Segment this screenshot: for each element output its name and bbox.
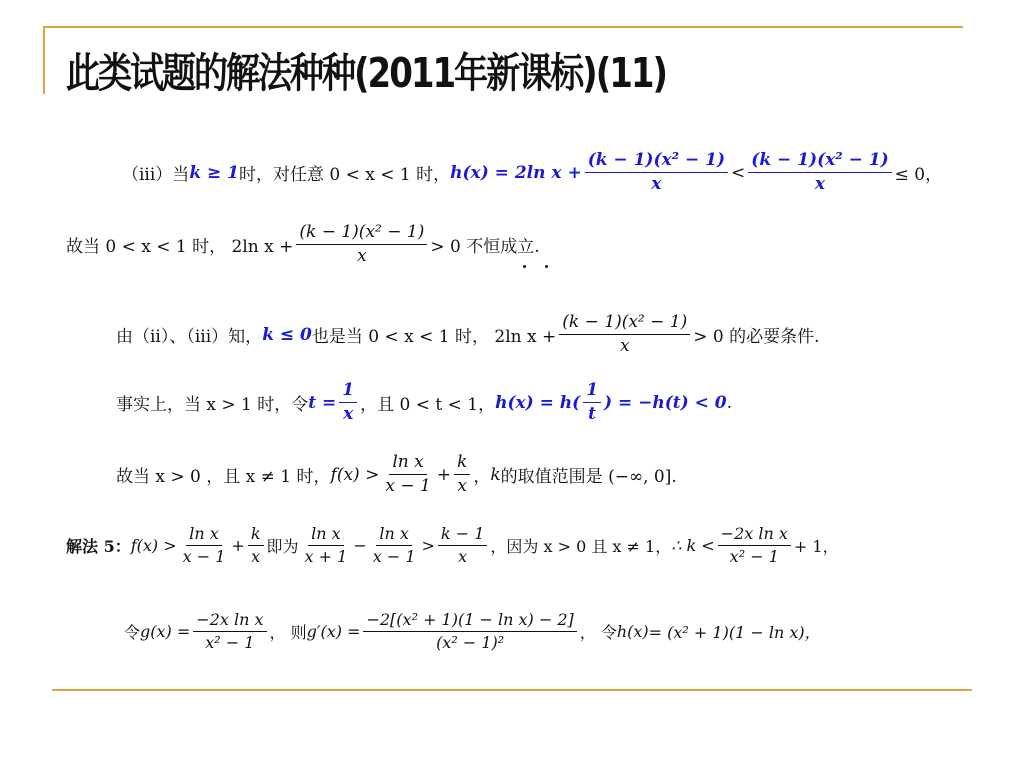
line3-text-1: 由（ii）、（iii）知， bbox=[116, 327, 263, 348]
line5-text-3: 的取值范围是 (−∞, 0]. bbox=[500, 467, 677, 488]
line7-fraction-2: $\frac{\text{−2[(x² + 1)(1 − ln x) − 2]}}{\text{(x² − 1)²}}$ bbox=[363, 610, 576, 653]
line4-h-expression: h(x) = h( bbox=[495, 392, 581, 413]
line4-t-definition: t = bbox=[308, 392, 337, 413]
line7-gprime-expression: g′(x) = bbox=[306, 622, 361, 641]
line6-fraction-6: $\frac{\text{−2x ln x}}{\text{x² − 1}}$ bbox=[718, 524, 791, 567]
line3-text-2: 也是当 0 < x < 1 时， 2ln x + bbox=[311, 327, 557, 348]
line6-greater-than: > bbox=[421, 536, 435, 555]
line3-fraction: $\frac{\text{(k − 1)(x² − 1)}}{x}$ bbox=[559, 312, 690, 358]
line3-condition: k ≤ 0 bbox=[262, 324, 312, 345]
line7-text-4: = (x² + 1)(1 − ln x)， bbox=[648, 623, 821, 642]
line-3 bbox=[116, 312, 820, 358]
line5-text-2: ， bbox=[473, 467, 491, 488]
line7-h-expression: h(x) bbox=[616, 622, 649, 641]
line6-fraction-5: $\frac{k - 1}{x}$ bbox=[438, 524, 487, 567]
line5-k: k bbox=[490, 464, 501, 485]
line6-text-3: ∴ k < bbox=[671, 536, 715, 555]
line7-text-1: 令 bbox=[124, 623, 141, 642]
top-rule bbox=[43, 26, 963, 28]
line7-text-2: ， 则 bbox=[269, 623, 307, 642]
line6-minus: − bbox=[353, 536, 367, 555]
line4-t-fraction: $\frac{1}{x}$ bbox=[339, 380, 357, 426]
line6-text-1: 即为 bbox=[266, 537, 299, 556]
line1-text-2: 时，对任意 0 < x < 1 时， bbox=[239, 165, 451, 186]
line-2 bbox=[66, 222, 540, 268]
line4-text-1: 事实上，当 x > 1 时，令 bbox=[116, 395, 309, 416]
line1-fraction: $\frac{\text{(k − 1)(x² − 1)}}{x}$ bbox=[585, 150, 728, 196]
line2-fraction: $\frac{\text{(k − 1)(x² − 1)}}{x}$ bbox=[296, 222, 427, 268]
line5-plus: + bbox=[436, 464, 452, 485]
line7-fraction-1: $\frac{\text{−2x ln x}}{\text{x² − 1}}$ bbox=[193, 610, 266, 653]
line5-fraction-2: $\frac{k}{x}$ bbox=[454, 452, 470, 498]
line4-text-2: ，且 0 < t < 1， bbox=[360, 395, 496, 416]
line6-fraction-2: $\frac{k}{x}$ bbox=[248, 524, 264, 567]
line1-less-than: < bbox=[731, 162, 746, 183]
line2-text-2: > 0 不恒成立. bbox=[430, 237, 540, 258]
line-4 bbox=[116, 380, 732, 426]
line7-g-expression: g(x) = bbox=[140, 622, 191, 641]
line4-h-fraction: $\frac{1}{t}$ bbox=[583, 380, 601, 426]
emphasis-dot bbox=[523, 265, 526, 268]
line1-text-1: （iii）当 bbox=[122, 165, 190, 186]
line4-text-3: . bbox=[726, 392, 733, 413]
line3-text-3: > 0 的必要条件. bbox=[693, 327, 820, 348]
line5-f-expression: f(x) > bbox=[330, 464, 380, 485]
slide-title: 此类试题的解法种种(2011年新课标)(11) bbox=[66, 49, 667, 98]
line6-text-2: ，因为 x > 0 且 x ≠ 1， bbox=[490, 537, 672, 556]
line7-text-3: ， 令 bbox=[579, 623, 617, 642]
line5-text-1: 故当 x > 0 ，且 x ≠ 1 时， bbox=[116, 467, 331, 488]
line6-fraction-1: $\frac{\text{ln x}}{x - 1}$ bbox=[182, 524, 226, 566]
emphasis-dot bbox=[545, 265, 548, 268]
line6-plus: + bbox=[231, 536, 245, 555]
left-rule bbox=[43, 26, 45, 94]
line1-condition: k ≥ 1 bbox=[189, 162, 240, 183]
line4-h-rhs: ) = −h(t) < 0 bbox=[604, 392, 727, 413]
line5-fraction-1: $\frac{\text{ln x}}{x - 1}$ bbox=[385, 452, 431, 497]
line6-text-4: + 1， bbox=[793, 537, 839, 556]
line6-f-expression: f(x) > bbox=[130, 536, 177, 555]
solution-5-label: 解法 5： bbox=[66, 537, 131, 556]
line1-fraction-2: $\frac{\text{(k − 1)(x² − 1)}}{x}$ bbox=[748, 150, 891, 196]
line2-text-1: 故当 0 < x < 1 时， 2ln x + bbox=[66, 237, 294, 258]
line6-fraction-4: $\frac{\text{ln x}}{x - 1}$ bbox=[372, 524, 416, 566]
line-5 bbox=[116, 452, 677, 498]
bottom-rule bbox=[52, 689, 972, 691]
line6-fraction-3: $\frac{\text{ln x}}{x + 1}$ bbox=[304, 524, 348, 566]
line1-tail: ≤ 0， bbox=[894, 165, 943, 186]
line1-h-expression: h(x) = 2ln x + bbox=[450, 162, 582, 183]
line-7 bbox=[124, 610, 821, 653]
line-6 bbox=[66, 524, 839, 567]
line-1 bbox=[122, 150, 942, 196]
